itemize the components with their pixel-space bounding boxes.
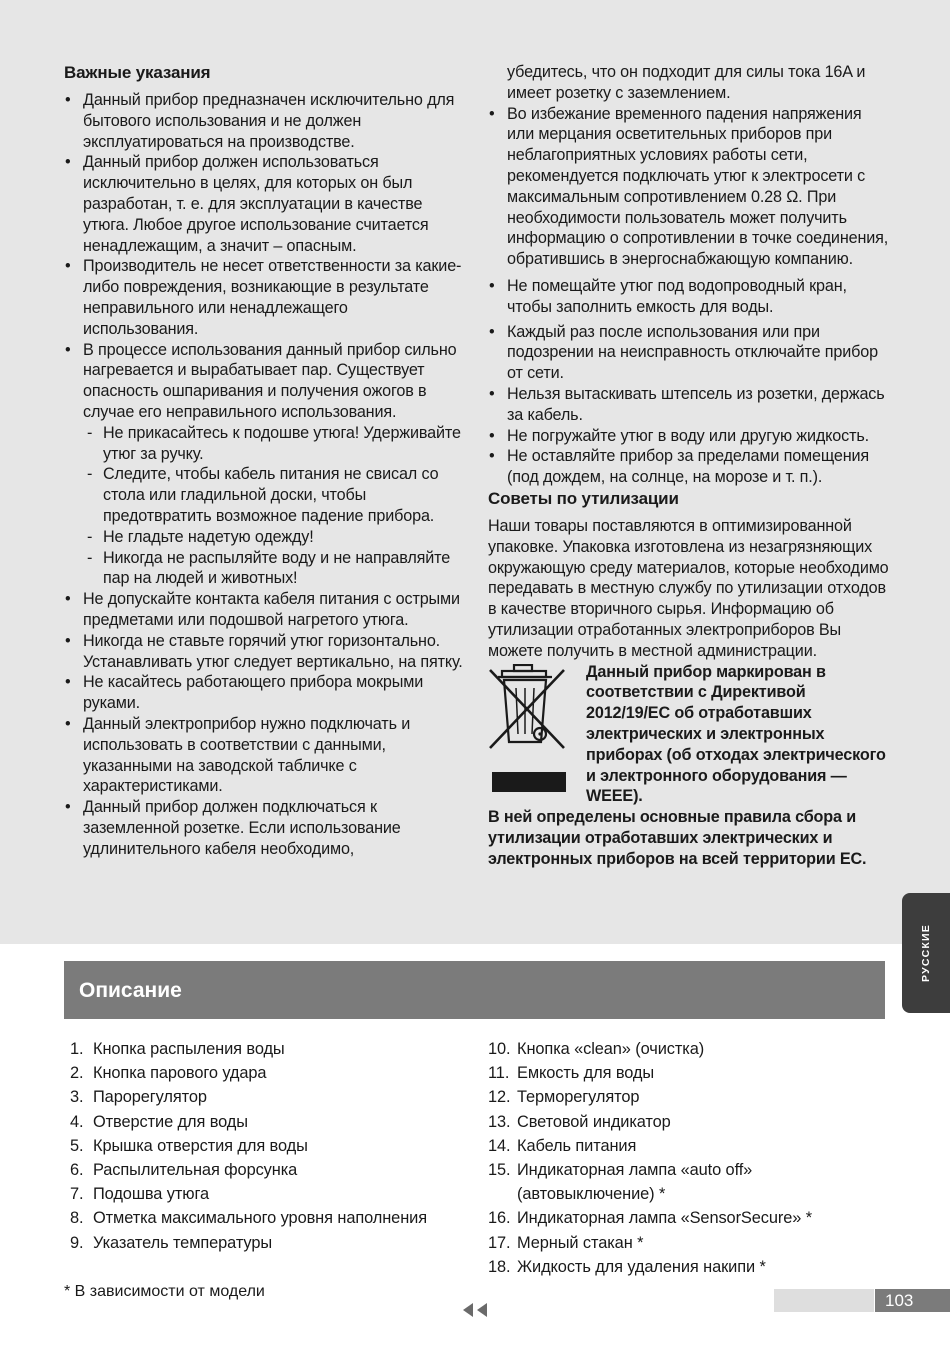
part-label: Индикаторная лампа «auto off» (автовыключение) * bbox=[517, 1161, 753, 1204]
list-item: • Не оставляйте прибор за пределами помещения (под дождем, на солнце, на морозе и т. п.). bbox=[488, 446, 890, 488]
footnote: * В зависимости от модели bbox=[64, 1283, 265, 1300]
list-item-text: В процессе использования данный прибор сильно нагревается и вырабатывает пар. Существует опасность ошпаривания и получения ожогов в случае его неправильного использования. bbox=[83, 340, 457, 421]
part-label: Распылительная форсунка bbox=[93, 1161, 298, 1180]
part-item bbox=[70, 1134, 470, 1158]
important-notes-right-column bbox=[488, 62, 890, 869]
part-label: Кнопка распыления воды bbox=[93, 1040, 285, 1058]
part-item bbox=[488, 1255, 888, 1279]
part-label: Световой индикатор bbox=[517, 1112, 671, 1131]
part-number: 9. bbox=[70, 1233, 84, 1252]
important-notes-heading: Важные указания bbox=[64, 63, 211, 82]
part-number: 12. bbox=[488, 1088, 511, 1107]
list-item: • Каждый раз после использования или при подозрении на неисправность отключайте прибор от сети. bbox=[488, 322, 890, 384]
part-number: 18. bbox=[488, 1257, 511, 1276]
part-label: Емкость для воды bbox=[517, 1064, 655, 1083]
parts-list-right bbox=[488, 1037, 888, 1279]
part-item bbox=[488, 1206, 888, 1230]
part-item bbox=[488, 1134, 888, 1158]
crossed-out-wheeled-bin-icon bbox=[488, 664, 570, 794]
weee-text: Данный прибор маркирован в соответствии с Директивой 2012/19/EC об отработавших электрических и электронных приборах (об отходах электрического и электронного оборудования — WEEE). bbox=[586, 662, 886, 806]
part-item bbox=[70, 1110, 470, 1134]
list-item: • Данный прибор должен использоваться исключительно в целях, для которых он был разработан, т. е. для эксплуатации в качестве утюга. Любое другое использование считается ненадлежащим, а значит – опасным. bbox=[64, 152, 466, 256]
part-label: Кабель питания bbox=[517, 1136, 637, 1155]
part-number: 5. bbox=[70, 1136, 84, 1155]
part-item bbox=[70, 1182, 470, 1206]
list-item: • Данный электроприбор нужно подключать и использовать в соответствии с данными, указанными на заводской табличке с характеристиками. bbox=[64, 714, 466, 797]
part-item bbox=[70, 1231, 470, 1255]
language-side-tab bbox=[902, 893, 950, 1013]
part-label: Индикаторная лампа «SensorSecure» * bbox=[517, 1209, 813, 1228]
part-number: 3. bbox=[70, 1088, 84, 1107]
list-item: • Нельзя вытаскивать штепсель из розетки, держась за кабель. bbox=[488, 384, 890, 426]
double-left-arrow-icon bbox=[461, 1303, 489, 1317]
important-notes-left-column bbox=[64, 62, 466, 859]
part-item bbox=[488, 1085, 888, 1109]
language-tab-label: РУССКИЕ bbox=[920, 924, 932, 982]
part-number: 8. bbox=[70, 1209, 84, 1228]
part-label: Подошва утюга bbox=[93, 1185, 209, 1204]
list-item: • Производитель не несет ответственности за какие-либо повреждения, возникающие в результате неправильного или ненадлежащего использования. bbox=[64, 256, 466, 339]
part-number: 1. bbox=[70, 1040, 84, 1058]
sub-list-item: - Не прикасайтесь к подошве утюга! Удерживайте утюг за ручку. bbox=[83, 423, 466, 465]
part-number: 15. bbox=[488, 1161, 511, 1180]
sub-list-item: - Следите, чтобы кабель питания не свисал со стола или гладильной доски, чтобы предотвратить возможное падение прибора. bbox=[83, 464, 466, 526]
part-label: Отметка максимального уровня наполнения bbox=[93, 1209, 427, 1228]
list-item: • Не помещайте утюг под водопроводный кран, чтобы заполнить емкость для воды. bbox=[488, 276, 890, 318]
part-number: 6. bbox=[70, 1161, 84, 1180]
part-label: Терморегулятор bbox=[517, 1088, 640, 1107]
part-number: 13. bbox=[488, 1112, 511, 1131]
part-item bbox=[70, 1085, 470, 1109]
part-item bbox=[488, 1061, 888, 1085]
list-item: • Не касайтесь работающего прибора мокрыми руками. bbox=[64, 672, 466, 714]
description-heading: Описание bbox=[79, 979, 182, 1002]
description-header-bar bbox=[64, 961, 885, 1019]
sub-list-item: - Не гладьте надетую одежду! bbox=[83, 527, 466, 548]
part-item bbox=[70, 1037, 470, 1061]
part-item bbox=[488, 1231, 888, 1255]
part-number: 14. bbox=[488, 1136, 511, 1155]
weee-footer-text: В ней определены основные правила сбора и утилизации отработавших электрических и электронных приборов на всей территории ЕС. bbox=[488, 808, 867, 868]
weee-block bbox=[488, 662, 890, 808]
part-number: 11. bbox=[488, 1064, 510, 1083]
part-number: 4. bbox=[70, 1112, 84, 1131]
part-number: 17. bbox=[488, 1233, 511, 1252]
part-item bbox=[488, 1037, 888, 1061]
important-notes-list-continued bbox=[488, 62, 890, 488]
part-number: 7. bbox=[70, 1185, 84, 1204]
part-item bbox=[70, 1206, 470, 1230]
list-item: • Не погружайте утюг в воду или другую жидкость. bbox=[488, 426, 890, 447]
disposal-text: Наши товары поставляются в оптимизированной упаковке. Упаковка изготовлена из незагрязняющих окружающую среду материалов, которые необходимо передавать в местную службу по утилизации отходов в качестве вторичного сырья. Информацию об утилизации отработанных электроприборов Вы можете получить в местной администрации. bbox=[488, 516, 889, 660]
part-number: 2. bbox=[70, 1064, 84, 1083]
list-item-with-subitems bbox=[64, 340, 466, 590]
page-number: 103 bbox=[875, 1289, 950, 1312]
disposal-heading: Советы по утилизации bbox=[488, 488, 679, 508]
part-label: Парорегулятор bbox=[93, 1088, 207, 1107]
part-label: Отверстие для воды bbox=[93, 1112, 248, 1131]
list-item: • Никогда не ставьте горячий утюг горизонтально. Устанавливать утюг следует вертикально, на пятку. bbox=[64, 631, 466, 673]
sub-list-item: - Никогда не распыляйте воду и не направляйте пар на людей и животных! bbox=[83, 548, 466, 590]
part-item bbox=[70, 1158, 470, 1182]
page-number-bar bbox=[774, 1289, 874, 1312]
part-label: Кнопка парового удара bbox=[93, 1064, 267, 1083]
list-item: • Данный прибор должен подключаться к заземленной розетке. Если использование удлинительного кабеля необходимо, bbox=[64, 797, 466, 859]
part-label: Мерный стакан * bbox=[517, 1233, 644, 1252]
part-label: Кнопка «clean» (очистка) bbox=[517, 1040, 705, 1058]
list-item-continuation: убедитесь, что он подходит для силы тока 16A и имеет розетку с заземлением. bbox=[507, 63, 866, 102]
part-label: Жидкость для удаления накипи * bbox=[517, 1257, 766, 1276]
part-label: Указатель температуры bbox=[93, 1233, 273, 1252]
part-number: 16. bbox=[488, 1209, 511, 1228]
list-item: • Данный прибор предназначен исключительно для бытового использования и не должен эксплуатироваться на производстве. bbox=[64, 90, 466, 152]
important-notes-list bbox=[64, 90, 466, 859]
part-item bbox=[488, 1110, 888, 1134]
list-item: • Во избежание временного падения напряжения или мерцания осветительных приборов при неблагоприятных условиях работы сети, рекомендуется подключать утюг к электросети с максимальным сопротивлением 0.28 Ω. При необходимости пользователь может получить информацию о сопротивлении в точке соединения, обратившись в энергоснабжающую компанию. bbox=[488, 104, 890, 270]
parts-list-left bbox=[70, 1037, 470, 1255]
sub-list bbox=[83, 423, 466, 589]
part-item bbox=[70, 1061, 470, 1085]
list-item: • Не допускайте контакта кабеля питания с острыми предметами или подошвой нагретого утюга. bbox=[64, 589, 466, 631]
part-number: 10. bbox=[488, 1040, 511, 1058]
part-item bbox=[488, 1158, 888, 1206]
part-label: Крышка отверстия для воды bbox=[93, 1136, 308, 1155]
